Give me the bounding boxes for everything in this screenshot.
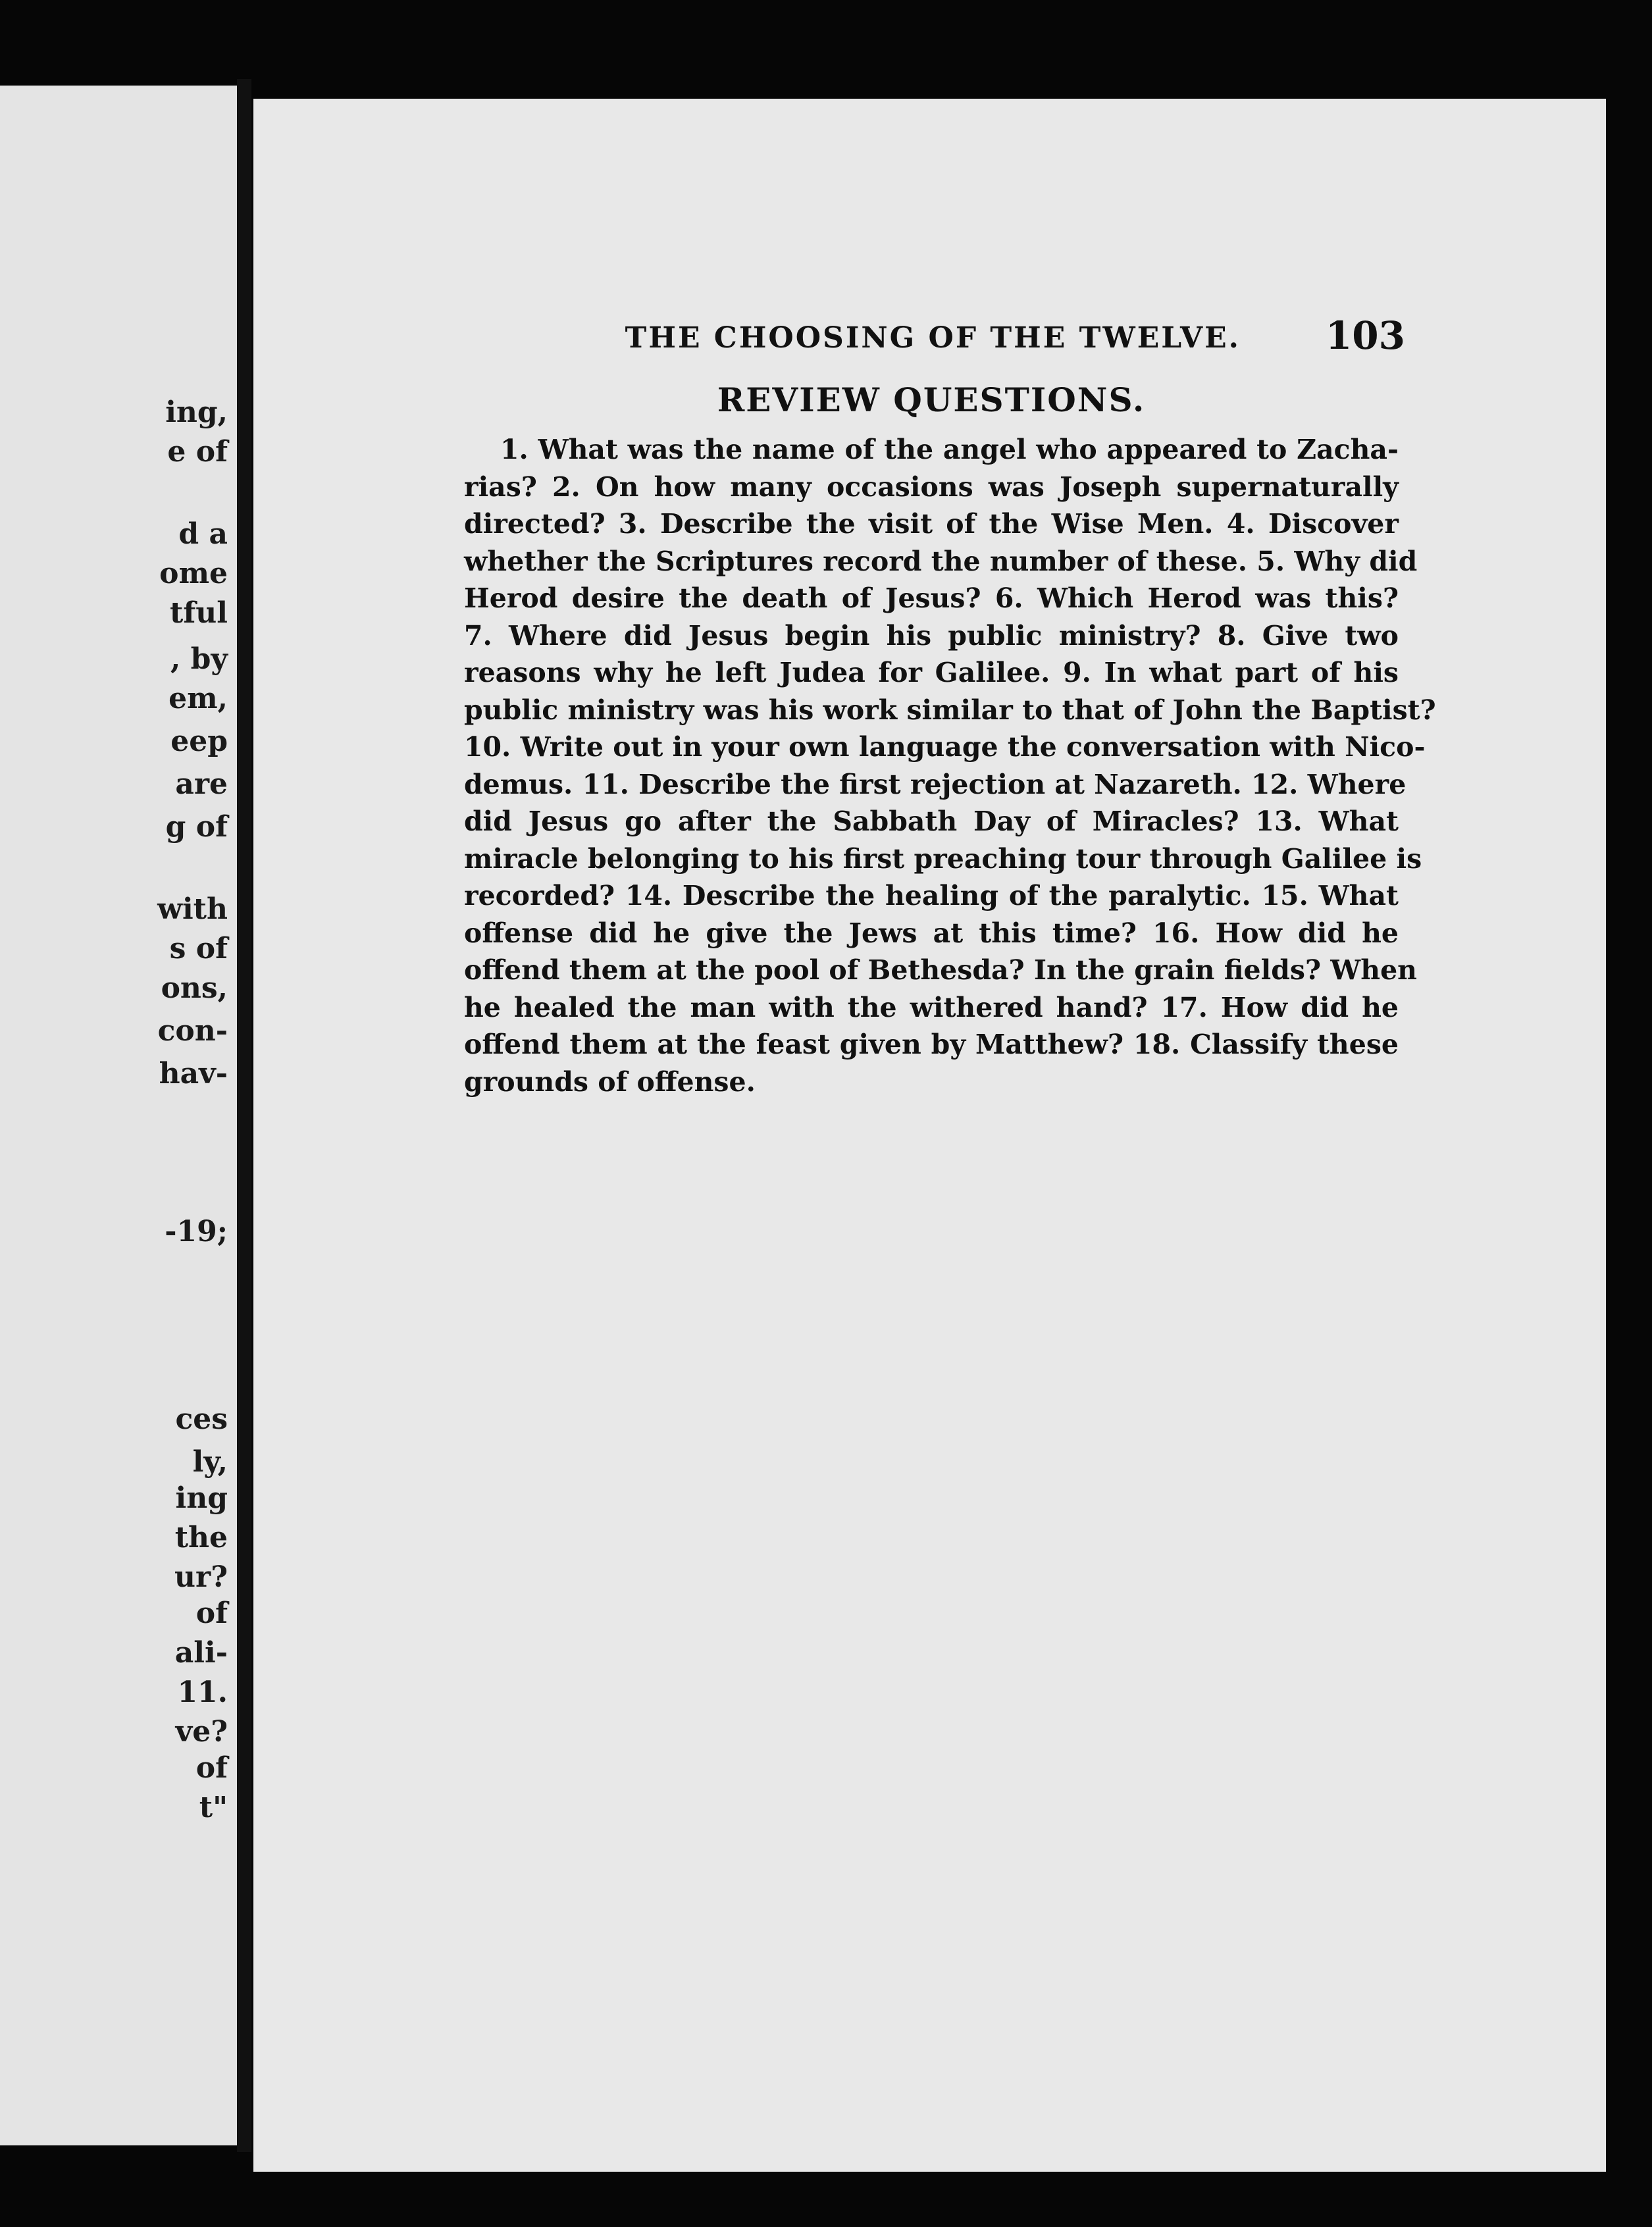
- facing-page-text-fragment: are: [175, 767, 228, 801]
- text-line: did Jesus go after the Sabbath Day of Miracles? 13. What: [464, 806, 1399, 837]
- facing-page-text-fragment: ve?: [175, 1715, 228, 1749]
- facing-page-text-fragment: t": [199, 1791, 228, 1824]
- facing-page-text-fragment: eep: [170, 725, 228, 758]
- left-page: [0, 86, 237, 2145]
- text-line: recorded? 14. Describe the healing of the paralytic. 15. What: [464, 880, 1399, 911]
- facing-page-text-fragment: con-: [157, 1014, 228, 1048]
- text-line: grounds of offense.: [464, 1065, 756, 1098]
- text-line: public ministry was his work similar to that of John the Baptist?: [464, 694, 1436, 726]
- facing-page-text-fragment: , by: [170, 642, 228, 676]
- facing-page-text-fragment: hav-: [159, 1057, 228, 1090]
- text-line: he healed the man with the withered hand? 17. How did he: [464, 991, 1399, 1023]
- page-header: [253, 309, 1405, 358]
- facing-page-text-fragment: of: [195, 1751, 228, 1785]
- facing-page-text-fragment: ing: [175, 1481, 228, 1515]
- text-line: offense did he give the Jews at this time? 16. How did he: [464, 917, 1399, 949]
- facing-page-text-fragment: the: [174, 1521, 228, 1554]
- facing-page-text-fragment: tful: [170, 596, 228, 630]
- right-page: [253, 99, 1606, 2172]
- facing-page-text-fragment: of: [195, 1597, 228, 1630]
- facing-page-text-fragment: ali-: [174, 1636, 228, 1670]
- text-line: reasons why he left Judea for Galilee. 9. In what part of his: [464, 657, 1399, 688]
- text-line: Herod desire the death of Jesus? 6. Which Herod was this?: [464, 582, 1399, 614]
- facing-page-text-fragment: with: [157, 892, 228, 926]
- text-line: whether the Scriptures record the number of these. 5. Why did: [464, 545, 1418, 577]
- text-line: offend them at the feast given by Matthew? 18. Classify these: [464, 1029, 1399, 1060]
- text-line: 7. Where did Jesus begin his public ministry? 8. Give two: [464, 619, 1399, 652]
- facing-page-text-fragment: ing,: [165, 396, 228, 429]
- facing-page-text-fragment: ons,: [161, 971, 228, 1005]
- review-questions-text: [464, 431, 1436, 1100]
- facing-page-text-fragment: g of: [165, 810, 228, 844]
- text-line: miracle belonging to his first preaching tour through Galilee is: [464, 842, 1422, 875]
- text-line: 1. What was the name of the angel who appeared to Zacha-: [500, 434, 1399, 465]
- book-gutter: [237, 79, 251, 2152]
- facing-page-text-fragment: ces: [175, 1402, 228, 1436]
- text-line: directed? 3. Describe the visit of the Wise Men. 4. Discover: [464, 508, 1399, 540]
- facing-page-text-fragment: -19;: [165, 1215, 228, 1248]
- text-line: rias? 2. On how many occasions was Joseph supernaturally: [464, 471, 1399, 503]
- text-line: demus. 11. Describe the first rejection at Nazareth. 12. Where: [464, 768, 1407, 800]
- text-line: 10. Write out in your own language the conversation with Nico-: [464, 731, 1426, 763]
- facing-page-text-fragment: d a: [178, 517, 228, 551]
- facing-page-text-fragment: ur?: [174, 1560, 228, 1594]
- section-title: REVIEW QUESTIONS.: [717, 380, 1146, 419]
- page-number: 103: [1325, 313, 1405, 358]
- text-line: offend them at the pool of Bethesda? In the grain fields? When: [464, 954, 1417, 986]
- facing-page-text-fragment: s of: [169, 932, 228, 965]
- facing-page-text-fragment: ly,: [192, 1445, 228, 1479]
- running-head: THE CHOOSING OF THE TWELVE.: [625, 321, 1241, 355]
- facing-page-text-fragment: ome: [159, 557, 228, 590]
- facing-page-text-fragment: em,: [168, 682, 228, 715]
- facing-page-text-fragment: e of: [167, 435, 228, 469]
- facing-page-text-fragment: 11.: [177, 1676, 228, 1709]
